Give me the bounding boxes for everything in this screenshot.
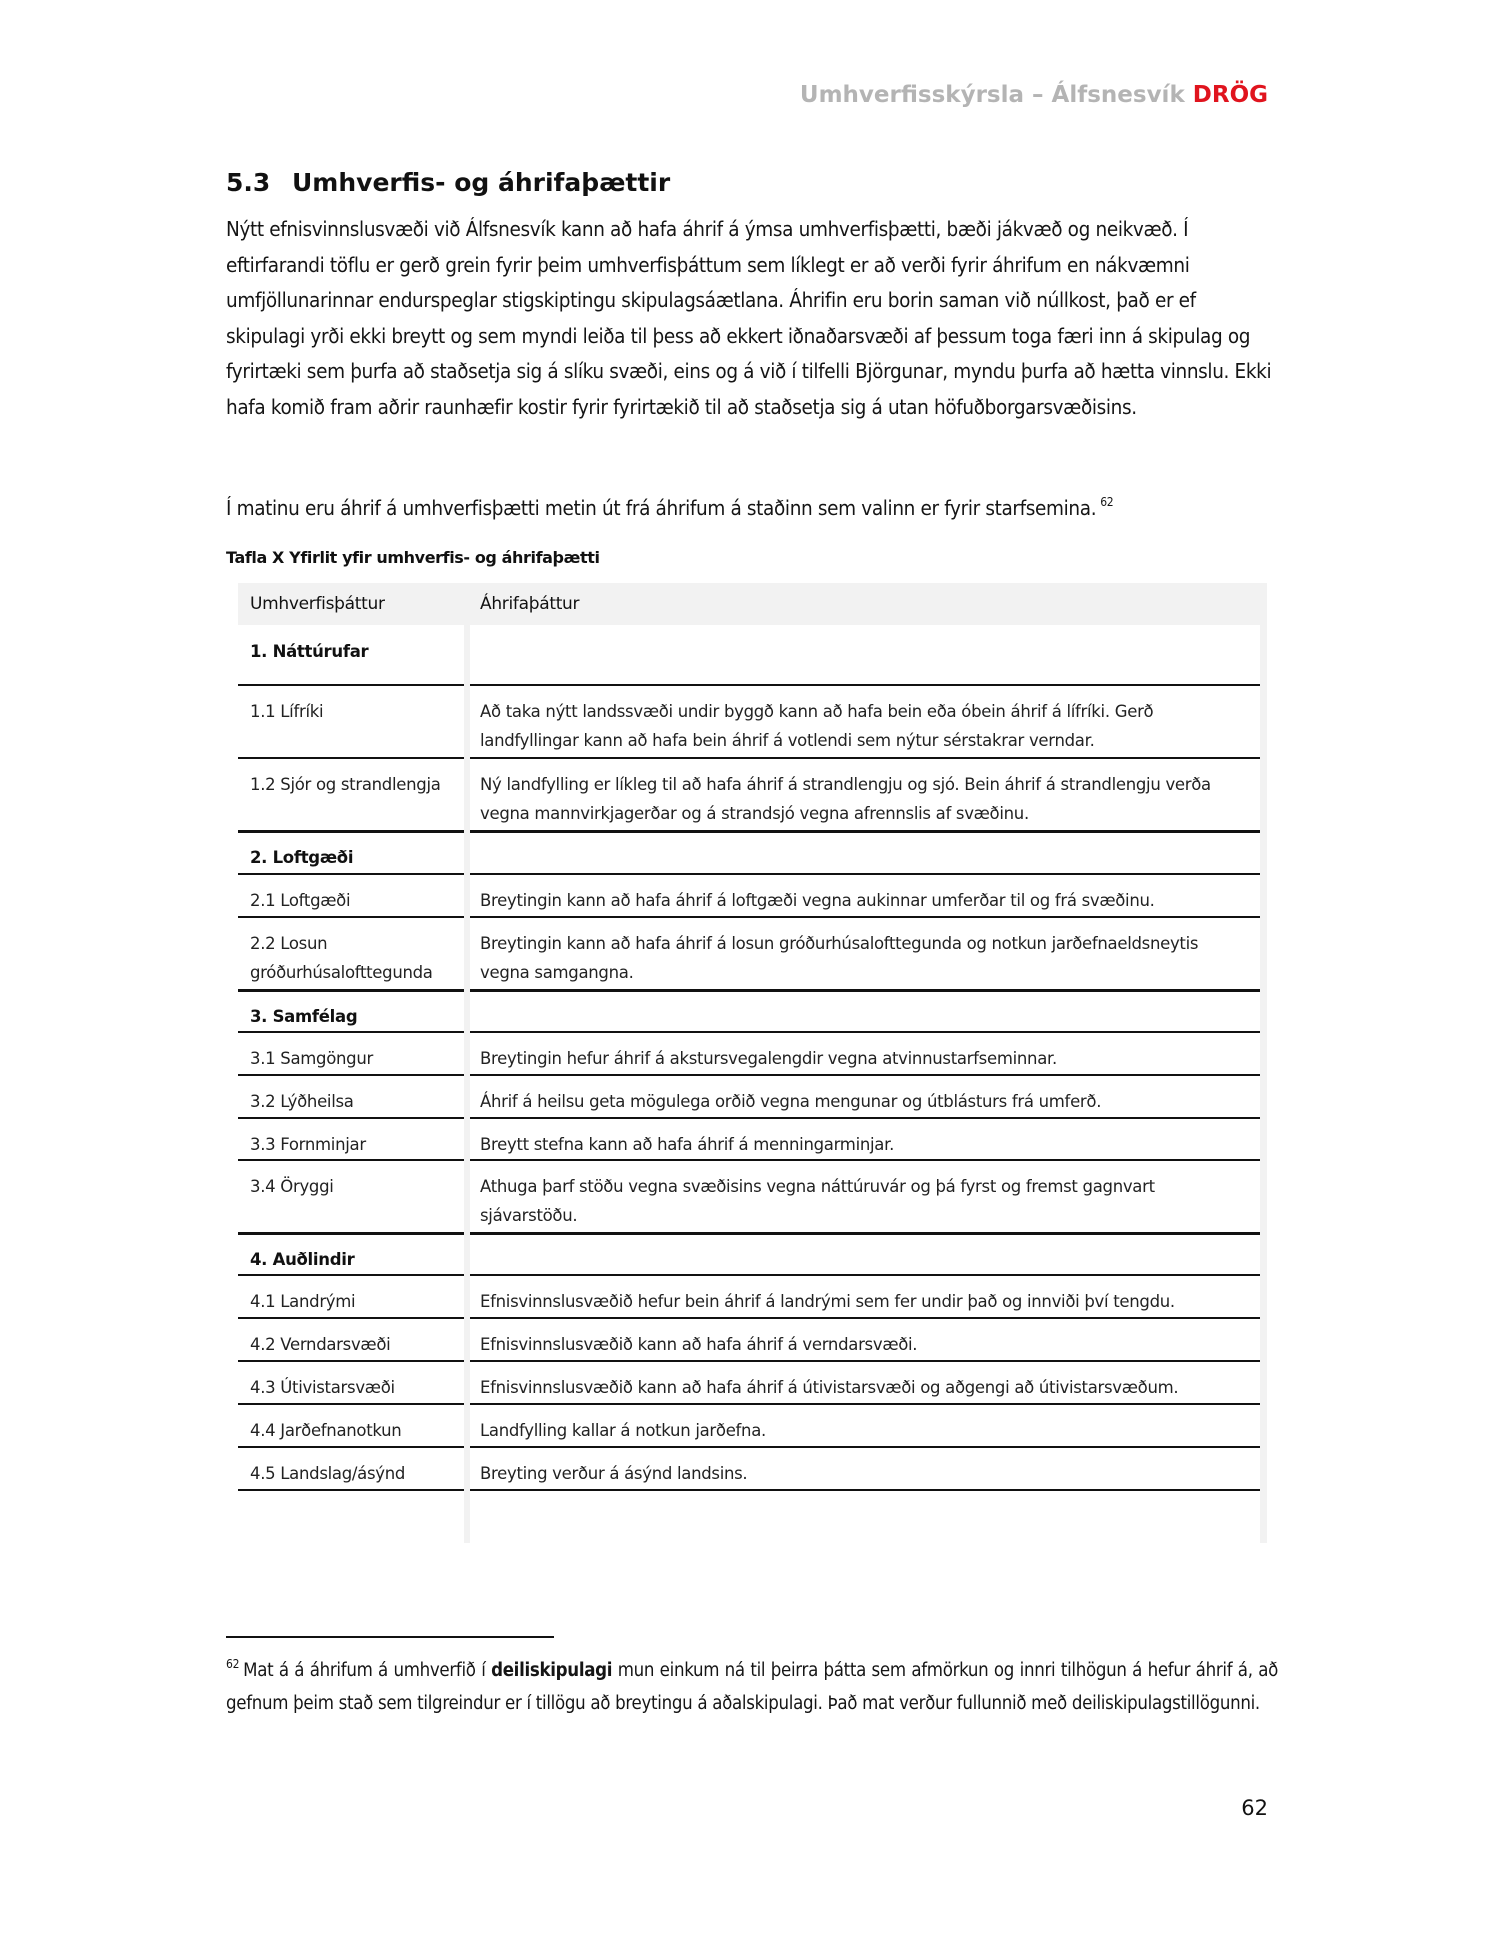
cell-environmental-factor: 2. Loftgæði [250,848,354,867]
assessment-paragraph [226,485,1278,527]
table-row [238,917,1260,990]
cell-environmental-factor: 1.2 Sjór og strandlengja [250,775,441,794]
table-row [238,874,1260,917]
cell-impact-factor: Breytingin kann að hafa áhrif á losun gróðurhúsalofttegunda og notkun jarðefnaeldsneytis vegna samgangna. [480,934,1199,982]
cell-impact-factor: Áhrif á heilsu geta mögulega orðið vegna mengunar og útblásturs frá umferð. [480,1092,1102,1111]
table-row [238,1160,1260,1233]
row-border [238,1489,464,1491]
row-border [470,1489,1260,1491]
assessment-paragraph-text: Í matinu eru áhrif á umhverfisþætti metin út frá áhrifum á staðinn sem valinn er fyrir starfsemina. [226,496,1097,520]
cell-environmental-factor: 4.2 Verndarsvæði [250,1335,391,1354]
cell-environmental-factor: 4. Auðlindir [250,1250,355,1269]
footnote-text-before: Mat á á áhrifum á umhverfið í [243,1660,492,1681]
footnote [226,1648,1278,1720]
table-row [238,1118,1260,1160]
intro-paragraph: Nýtt efnisvinnslusvæði við Álfsnesvík kann að hafa áhrif á ýmsa umhverfisþætti, bæði jákvæð og neikvæð. Í eftirfarandi töflu er gerð grein fyrir þeim umhverfisþáttum sem líklegt er að verði fyrir áhrifum en nákvæmni umfjöllunarinnar endurspeglar stigskiptingu skipulagsáætlana. Áhrifin eru borin saman við núllkost, það er ef skipulagi yrði ekki breytt og sem myndi leiða til þess að ekkert iðnaðarsvæði af þessum toga færi inn á skipulag og fyrirtæki sem þurfa að staðsetja sig á slíku svæði, eins og á við í tilfelli Björgunar, myndu þurfa að hætta vinnslu. Ekki hafa komið fram aðrir raunhæfir kostir fyrir fyrirtækið til að staðsetja sig á utan höfuðborgarsvæðisins. [226,217,1272,419]
cell-environmental-factor: 3.1 Samgöngur [250,1049,373,1068]
table-row [238,1318,1260,1361]
table-row [238,1361,1260,1404]
running-header [800,82,1268,108]
cell-environmental-factor: 3.2 Lýðheilsa [250,1092,354,1111]
cell-environmental-factor: 3.4 Öryggi [250,1177,334,1196]
cell-impact-factor: Efnisvinnslusvæðið kann að hafa áhrif á útivistarsvæði og aðgengi að útivistarsvæðum. [480,1378,1179,1397]
cell-environmental-factor: 4.1 Landrými [250,1292,356,1311]
table-row [238,1404,1260,1447]
cell-environmental-factor: 3.3 Fornminjar [250,1135,366,1154]
cell-environmental-factor: 4.5 Landslag/ásýnd [250,1464,406,1483]
cell-environmental-factor: 4.4 Jarðefnanotkun [250,1421,402,1440]
cell-environmental-factor: 4.3 Útivistarsvæði [250,1378,395,1397]
cell-impact-factor: Breyting verður á ásýnd landsins. [480,1464,748,1483]
table-group-row [238,831,1260,874]
cell-environmental-factor: 2.2 Losun gróðurhúsalofttegunda [250,934,433,982]
cell-environmental-factor: 1. Náttúrufar [250,642,369,661]
footnote-separator [226,1636,554,1638]
cell-impact-factor: Efnisvinnslusvæðið hefur bein áhrif á landrými sem fer undir það og innviði því tengdu. [480,1292,1175,1311]
cell-impact-factor: Breytingin hefur áhrif á akstursvegalengdir vegna atvinnustarfseminnar. [480,1049,1057,1068]
table-row [238,1275,1260,1318]
table-group-row [238,990,1260,1032]
footnote-bold-term: deiliskipulagi [491,1660,613,1681]
page-number: 62 [1241,1796,1268,1820]
table-header-row [238,583,1267,625]
cell-impact-factor: Athuga þarf stöðu vegna svæðisins vegna náttúruvár og þá fyrst og fremst gagnvart sjávarstöðu. [480,1177,1155,1225]
footnote-text-after: mun einkum ná til þeirra þátta sem afmörkun og innri tilhögun á hefur áhrif á, að gefnum þeim stað sem tilgreindur er í tillögu að breytingu á aðalskipulagi. Það mat verður fullunnið með deiliskipulagstillögunni. [226,1660,1278,1714]
cell-impact-factor: Ný landfylling er líkleg til að hafa áhrif á strandlengju og sjó. Bein áhrif á strandlengju verða vegna mannvirkjagerðar og á strandsjó vegna afrennslis af svæðinu. [480,775,1211,823]
cell-impact-factor: Breytingin kann að hafa áhrif á loftgæði vegna aukinnar umferðar til og frá svæðinu. [480,891,1155,910]
table-group-row [238,625,1260,685]
cell-environmental-factor: 3. Samfélag [250,1007,358,1026]
table-row [238,1032,1260,1075]
table-group-row [238,1233,1260,1275]
cell-impact-factor: Efnisvinnslusvæðið kann að hafa áhrif á verndarsvæði. [480,1335,918,1354]
cell-impact-factor: Breytt stefna kann að hafa áhrif á menningarminjar. [480,1135,895,1154]
table-row [238,758,1260,831]
cell-impact-factor: Landfylling kallar á notkun jarðefna. [480,1421,766,1440]
section-title: Umhverfis- og áhrifaþættir [292,168,671,197]
cell-environmental-factor: 2.1 Loftgæði [250,891,351,910]
table-row [238,685,1260,758]
footnote-reference[interactable]: 62 [1100,495,1114,509]
running-header-title: Umhverfisskýrsla – Álfsnesvík [799,82,1185,108]
draft-label: DRÖG [1192,82,1268,108]
cell-impact-factor: Að taka nýtt landssvæði undir byggð kann að hafa bein eða óbein áhrif á lífríki. Gerð landfyllingar kann að hafa bein áhrif á votlendi sem nýtur sérstakrar verndar. [480,702,1154,750]
table-row [238,1075,1260,1118]
column-header-impact-factor: Áhrifaþáttur [480,594,580,614]
section-heading [226,168,670,197]
table-caption: Tafla X Yfirlit yfir umhverfis- og áhrifaþætti [226,548,600,567]
column-header-environmental-factor: Umhverfisþáttur [250,594,385,614]
table-row [238,1447,1260,1490]
section-number: 5.3 [226,168,271,197]
table-right-edge [1260,583,1267,1543]
cell-environmental-factor: 1.1 Lífríki [250,702,324,721]
footnote-number: 62 [226,1657,240,1671]
impact-table [238,583,1267,1543]
